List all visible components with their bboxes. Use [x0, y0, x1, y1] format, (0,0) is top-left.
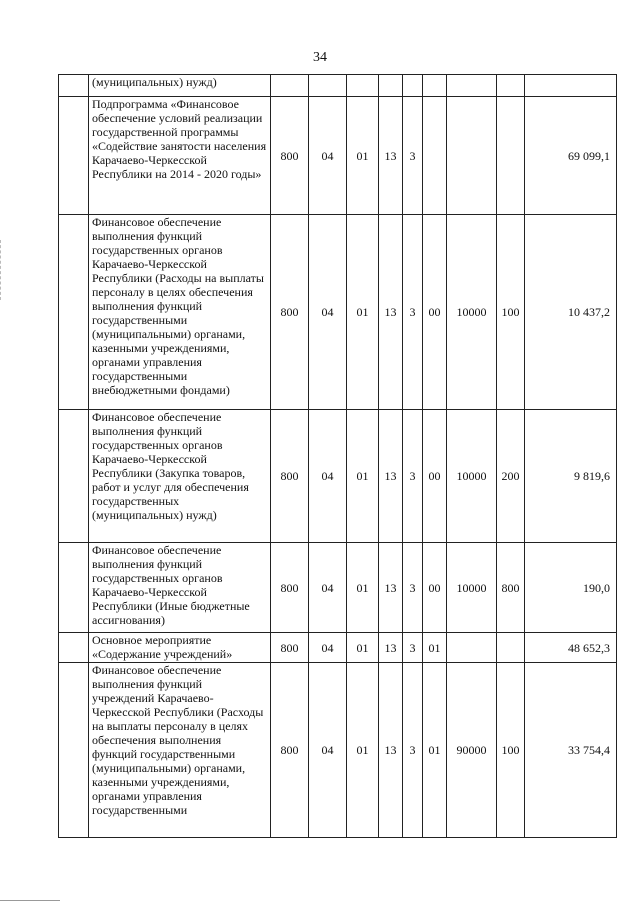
table-row	[59, 75, 617, 97]
section-code: 04	[309, 543, 347, 633]
amount-value	[525, 75, 617, 97]
admin-code: 800	[271, 97, 309, 215]
admin-code: 800	[271, 410, 309, 543]
amount-value: 10 437,2	[525, 215, 617, 410]
subprogram-code: 3	[403, 410, 423, 543]
row-name: Основное мероприятие «Содержание учреждений»	[89, 633, 271, 663]
expense-type-code	[497, 75, 525, 97]
subsection-code: 01	[347, 543, 379, 633]
main-event-code: 01	[423, 663, 447, 838]
program-code: 13	[379, 543, 403, 633]
subsection-code: 01	[347, 410, 379, 543]
row-name: Подпрограмма «Финансовое обеспечение условий реализации государственной программы «Содействие занятости населения Карачаево-Черкесской Республики на 2014 - 2020 годы»	[89, 97, 271, 215]
direction-code	[447, 633, 497, 663]
expense-type-code: 800	[497, 543, 525, 633]
direction-code	[447, 75, 497, 97]
expense-type-code: 100	[497, 663, 525, 838]
program-code: 13	[379, 215, 403, 410]
main-event-code: 00	[423, 543, 447, 633]
page-number: 34	[313, 50, 327, 65]
subsection-code: 01	[347, 97, 379, 215]
program-code	[379, 75, 403, 97]
expense-type-code	[497, 633, 525, 663]
table-body	[59, 75, 617, 838]
subprogram-code: 3	[403, 97, 423, 215]
amount-value: 190,0	[525, 543, 617, 633]
admin-code: 800	[271, 663, 309, 838]
amount-value: 33 754,4	[525, 663, 617, 838]
direction-code: 10000	[447, 215, 497, 410]
scan-margin-mark	[0, 240, 4, 300]
budget-table	[58, 74, 617, 838]
subsection-code: 01	[347, 215, 379, 410]
main-event-code: 00	[423, 410, 447, 543]
row-name: Финансовое обеспечение выполнения функций государственных органов Карачаево-Черкесской Республики (Расходы на выплаты персоналу в целях обеспечения выполнения функций государственными (муниципальными) органами, казенными учреждениями, органами управления государственными внебюджетными фондами)	[89, 215, 271, 410]
program-code: 13	[379, 663, 403, 838]
section-code: 04	[309, 97, 347, 215]
admin-code: 800	[271, 633, 309, 663]
expense-type-code	[497, 97, 525, 215]
amount-value: 9 819,6	[525, 410, 617, 543]
direction-code: 90000	[447, 663, 497, 838]
main-event-code	[423, 75, 447, 97]
subsection-code: 01	[347, 633, 379, 663]
row-name: Финансовое обеспечение выполнения функций государственных органов Карачаево-Черкесской Республики (Закупка товаров, работ и услуг для обеспечения государственных (муниципальных) нужд)	[89, 410, 271, 543]
amount-value: 69 099,1	[525, 97, 617, 215]
row-index-cell	[59, 215, 89, 410]
section-code: 04	[309, 410, 347, 543]
section-code: 04	[309, 633, 347, 663]
row-index-cell	[59, 97, 89, 215]
subprogram-code: 3	[403, 215, 423, 410]
subprogram-code: 3	[403, 633, 423, 663]
table-row	[59, 97, 617, 215]
row-index-cell	[59, 75, 89, 97]
row-index-cell	[59, 633, 89, 663]
expense-type-code: 200	[497, 410, 525, 543]
program-code: 13	[379, 410, 403, 543]
subprogram-code: 3	[403, 663, 423, 838]
scan-bottom-line	[0, 900, 60, 901]
table-row	[59, 215, 617, 410]
table-row	[59, 410, 617, 543]
row-name: Финансовое обеспечение выполнения функций учреждений Карачаево-Черкесской Республики (Расходы на выплаты персоналу в целях обеспечения выполнения функций государственными (муниципальными) органами, казенными учреждениями, органами управления государственными	[89, 663, 271, 838]
direction-code: 10000	[447, 410, 497, 543]
row-index-cell	[59, 410, 89, 543]
program-code: 13	[379, 633, 403, 663]
row-index-cell	[59, 543, 89, 633]
subsection-code	[347, 75, 379, 97]
table-row	[59, 663, 617, 838]
row-index-cell	[59, 663, 89, 838]
subprogram-code	[403, 75, 423, 97]
table-row	[59, 543, 617, 633]
admin-code	[271, 75, 309, 97]
direction-code	[447, 97, 497, 215]
program-code: 13	[379, 97, 403, 215]
subprogram-code: 3	[403, 543, 423, 633]
admin-code: 800	[271, 543, 309, 633]
row-name: (муниципальных) нужд)	[89, 75, 271, 97]
section-code: 04	[309, 215, 347, 410]
subsection-code: 01	[347, 663, 379, 838]
section-code: 04	[309, 663, 347, 838]
table-row	[59, 633, 617, 663]
main-event-code	[423, 97, 447, 215]
section-code	[309, 75, 347, 97]
expense-type-code: 100	[497, 215, 525, 410]
direction-code: 10000	[447, 543, 497, 633]
row-name: Финансовое обеспечение выполнения функций государственных органов Карачаево-Черкесской Республики (Иные бюджетные ассигнования)	[89, 543, 271, 633]
admin-code: 800	[271, 215, 309, 410]
amount-value: 48 652,3	[525, 633, 617, 663]
main-event-code: 01	[423, 633, 447, 663]
main-event-code: 00	[423, 215, 447, 410]
